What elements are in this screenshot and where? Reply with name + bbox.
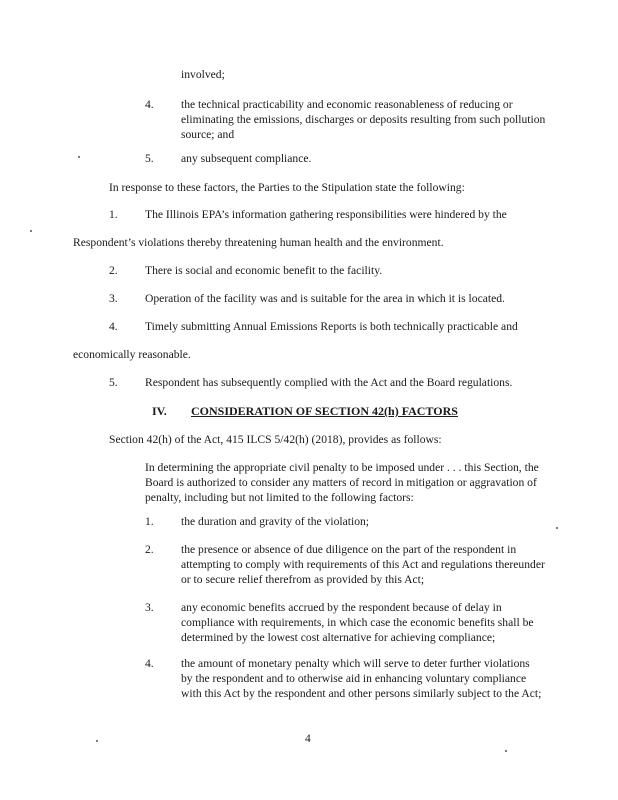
response-number: 5.	[109, 376, 118, 389]
list-item-text: the technical practicability and economic reasonableness of reducing or eliminating the emissions, discharges or deposits resulting from such pollution source; and	[181, 98, 546, 141]
section-intro: Section 42(h) of the Act, 415 ILCS 5/42(h) (2018), provides as follows:	[109, 433, 442, 446]
response-text: The Illinois EPA’s information gathering responsibilities were hindered by the	[145, 208, 507, 221]
scan-speck	[96, 740, 98, 742]
section-heading	[191, 404, 458, 419]
response-text: Respondent has subsequently complied with the Act and the Board regulations.	[145, 376, 513, 389]
continued-item-text: involved;	[181, 68, 225, 81]
quote-item-text: the presence or absence of due diligence on the part of the respondent in attempting to comply with requirements of this Act and regulations thereunder or to secure relief therefrom as provided by this Act;	[181, 543, 545, 586]
quote-item-text: any economic benefits accrued by the respondent because of delay in compliance with requirements, in which case the economic benefits shall be determined by the lowest cost alternative for achieving compliance;	[181, 601, 534, 644]
response-text-continuation: Respondent’s violations thereby threatening human health and the environment.	[73, 236, 444, 249]
quote-item-number: 4.	[145, 657, 154, 670]
response-text: Operation of the facility was and is suitable for the area in which it is located.	[145, 292, 505, 305]
response-number: 3.	[109, 292, 118, 305]
list-item-number: 4.	[145, 98, 154, 111]
section-numeral: IV.	[152, 404, 167, 418]
section-title: CONSIDERATION OF SECTION 42(h) FACTORS	[191, 404, 458, 418]
quote-paragraph: In determining the appropriate civil penalty to be imposed under . . . this Section, the Board is authorized to consider any matters of record in mitigation or aggravation of penalty, including but not limited to the following factors:	[145, 461, 539, 504]
intro-sentence: In response to these factors, the Parties to the Stipulation state the following:	[109, 181, 465, 194]
response-number: 2.	[109, 264, 118, 277]
scan-speck	[30, 230, 32, 232]
quote-item-number: 2.	[145, 543, 154, 556]
list-item-text: any subsequent compliance.	[181, 152, 312, 165]
quote-item-number: 3.	[145, 601, 154, 614]
page-number: 4	[305, 733, 311, 745]
response-text-continuation: economically reasonable.	[73, 348, 191, 361]
response-number: 1.	[109, 208, 118, 221]
quote-item-text: the duration and gravity of the violation;	[181, 515, 370, 528]
response-text: There is social and economic benefit to the facility.	[145, 264, 383, 277]
scan-speck	[556, 527, 558, 529]
scan-speck	[505, 750, 507, 752]
scan-speck	[78, 156, 80, 158]
response-text: Timely submitting Annual Emissions Reports is both technically practicable and	[145, 320, 518, 333]
quote-item-text: the amount of monetary penalty which will serve to deter further violations by the respondent and to otherwise aid in enhancing voluntary compliance with this Act by the respondent and other persons similarly subject to the Act;	[181, 657, 542, 700]
list-item-number: 5.	[145, 152, 154, 165]
quote-item-number: 1.	[145, 515, 154, 528]
response-number: 4.	[109, 320, 118, 333]
